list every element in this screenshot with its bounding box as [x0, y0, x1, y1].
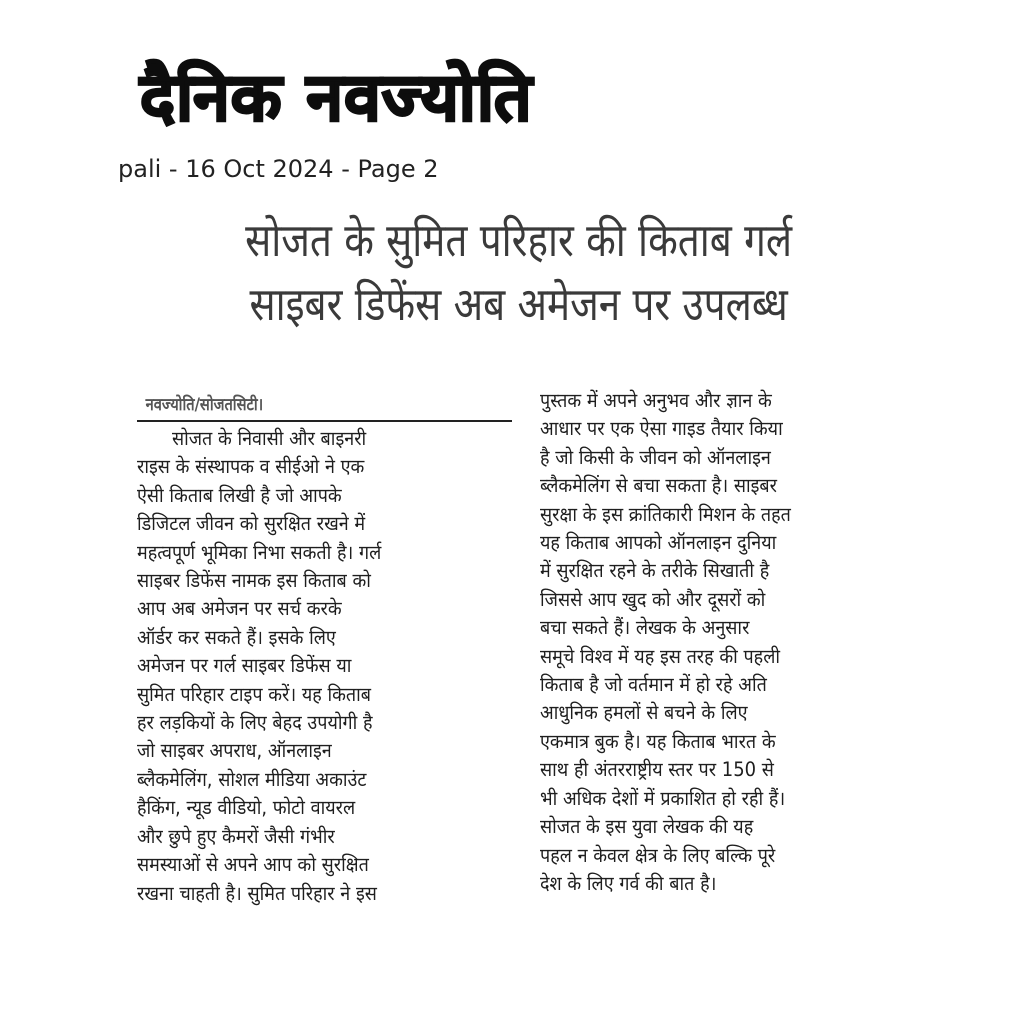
text-line: किताब है जो वर्तमान में हो रहे अति — [540, 673, 767, 697]
text-line: आधार पर एक ऐसा गाइड तैयार किया — [540, 417, 783, 441]
text-line: ऐसी किताब लिखी है जो आपके — [137, 483, 342, 507]
text-line: समस्याओं से अपने आप को सुरक्षित — [137, 853, 369, 877]
text-line: देश के लिए गर्व की बात है। — [540, 871, 717, 895]
text-line: सोजत के इस युवा लेखक की यह — [540, 815, 754, 839]
text-line: डिजिटल जीवन को सुरक्षित रखने में — [137, 512, 366, 536]
text-line: राइस के संस्थापक व सीईओ ने एक — [137, 455, 365, 479]
newspaper-masthead: दैनिक नवज्योति — [140, 59, 533, 136]
text-line: में सुरक्षित रहने के तरीके सिखाती है — [540, 559, 770, 583]
dateline-rule — [137, 420, 512, 422]
text-line: साथ ही अंतरराष्ट्रीय स्तर पर 150 से — [540, 758, 774, 782]
text-line: सुरक्षा के इस क्रांतिकारी मिशन के तहत — [540, 502, 791, 526]
left-column-body — [137, 425, 512, 908]
text-line: ब्लैकमेलिंग से बचा सकता है। साइबर — [540, 474, 778, 498]
text-line: जो साइबर अपराध, ऑनलाइन — [137, 739, 332, 763]
text-line: और छुपे हुए कैमरों जैसी गंभीर — [137, 824, 335, 848]
article-dateline: नवज्योति/सोजतसिटी। — [145, 395, 264, 415]
headline-line: साइबर डिफेंस अब अमेजन पर उपलब्ध — [249, 277, 788, 331]
article-headline — [128, 208, 793, 336]
article-column-right — [540, 387, 910, 898]
text-line: ब्लैकमेलिंग, सोशल मीडिया अकाउंट — [137, 767, 367, 791]
text-line: आधुनिक हमलों से बचने के लिए — [540, 701, 748, 725]
headline-line: सोजत के सुमित परिहार की किताब गर्ल — [245, 213, 793, 267]
text-line: ऑर्डर कर सकते हैं। इसके लिए — [137, 625, 336, 649]
text-line: एकमात्र बुक है। यह किताब भारत के — [540, 729, 776, 753]
text-line: यह किताब आपको ऑनलाइन दुनिया — [540, 531, 777, 555]
text-line: जिससे आप खुद को और दूसरों को — [540, 587, 766, 611]
text-line: भी अधिक देशों में प्रकाशित हो रही हैं। — [540, 786, 786, 810]
text-line: सोजत के निवासी और बाइनरी — [171, 427, 367, 450]
text-line: पुस्तक में अपने अनुभव और ज्ञान के — [540, 389, 772, 412]
text-line: पहल न केवल क्षेत्र के लिए बल्कि पूरे — [540, 843, 776, 867]
text-line: रखना चाहती है। सुमित परिहार ने इस — [137, 881, 377, 905]
text-line: बचा सकते हैं। लेखक के अनुसार — [540, 616, 750, 640]
text-line: है जो किसी के जीवन को ऑनलाइन — [540, 445, 771, 469]
article-column-left — [137, 392, 512, 908]
text-line: आप अब अमेजन पर सर्च करके — [137, 597, 342, 621]
text-line: महत्वपूर्ण भूमिका निभा सकती है। गर्ल — [137, 540, 382, 564]
text-line: साइबर डिफेंस नामक इस किताब को — [137, 569, 371, 593]
edition-info: pali - 16 Oct 2024 - Page 2 — [118, 155, 439, 183]
text-line: समूचे विश्व में यह इस तरह की पहली — [540, 644, 781, 668]
text-line: हैकिंग, न्यूड वीडियो, फोटो वायरल — [137, 796, 356, 820]
text-line: हर लड़कियों के लिए बेहद उपयोगी है — [137, 711, 373, 735]
text-line: सुमित परिहार टाइप करें। यह किताब — [137, 682, 372, 706]
text-line: अमेजन पर गर्ल साइबर डिफेंस या — [137, 654, 352, 678]
